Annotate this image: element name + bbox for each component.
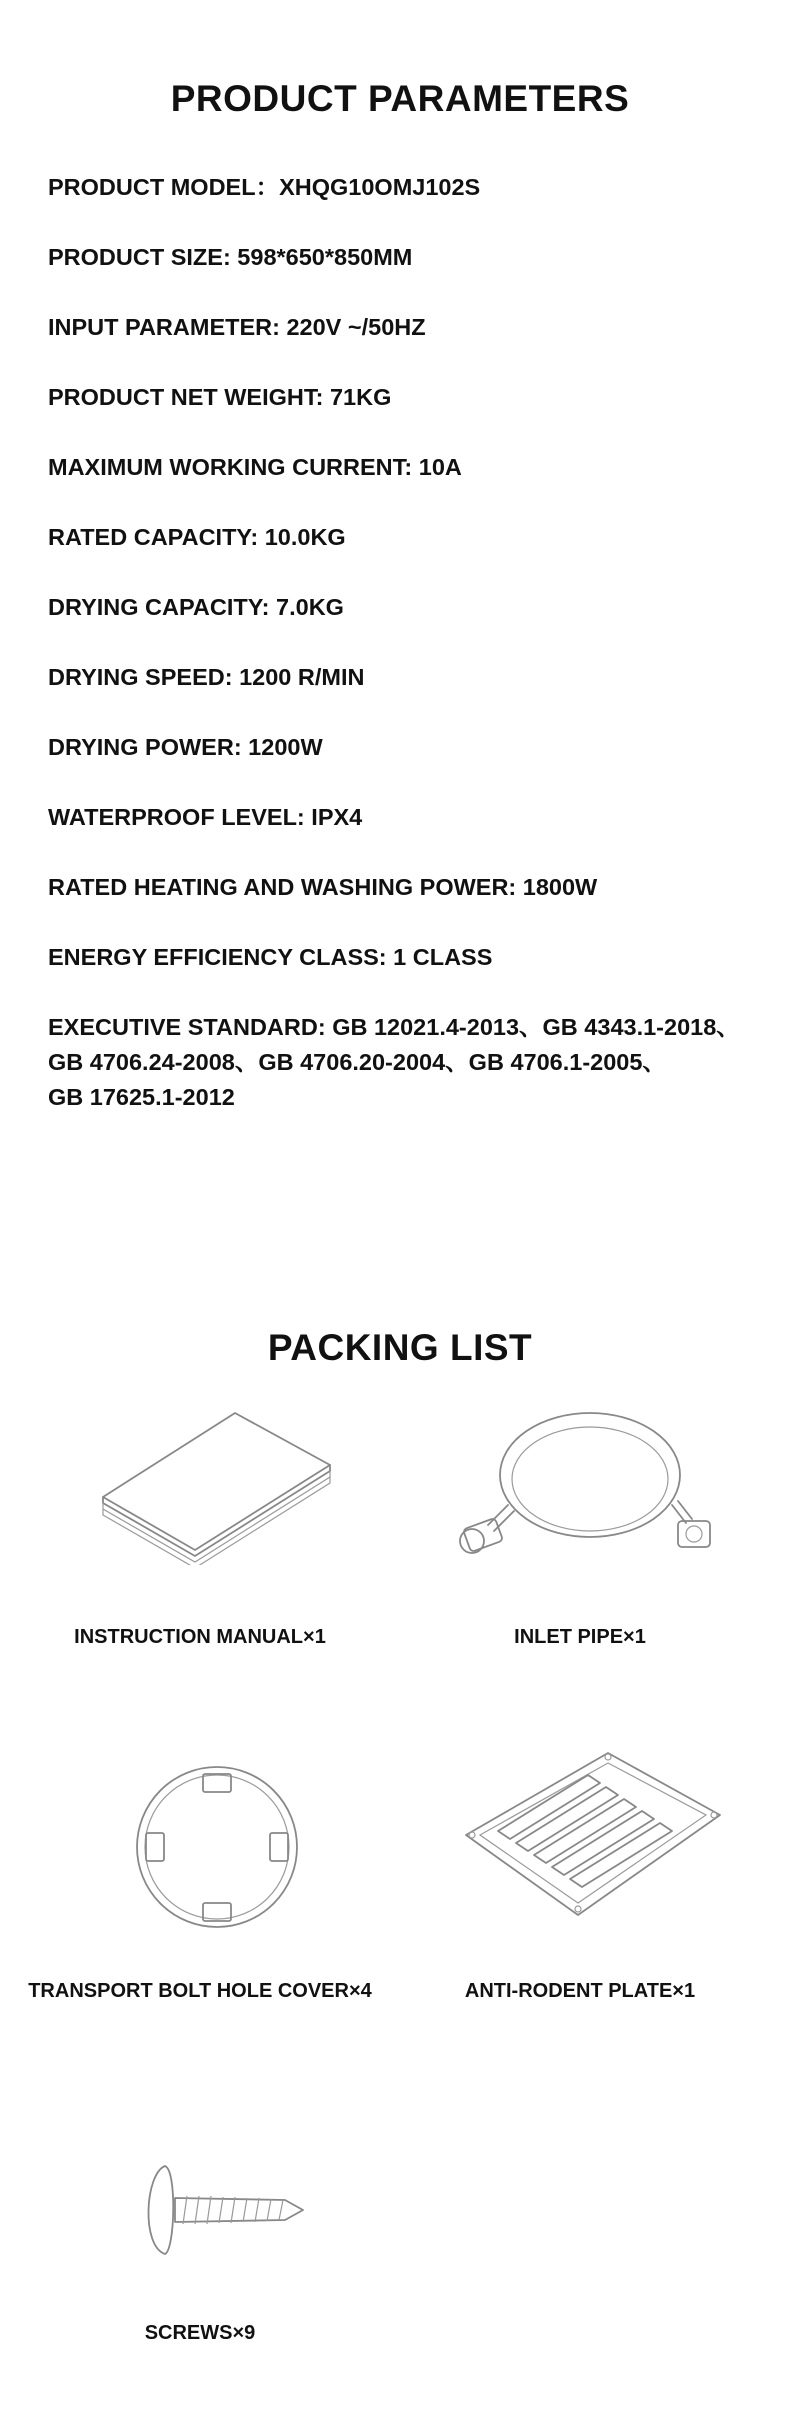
param-drying-power: DRYING POWER: 1200W	[48, 734, 323, 760]
anti-rodent-plate-icon	[458, 1745, 728, 1935]
bolt-hole-cover-icon	[130, 1760, 305, 1935]
param-drying-capacity: DRYING CAPACITY: 7.0KG	[48, 594, 344, 620]
param-heating-washing-power: RATED HEATING AND WASHING POWER: 1800W	[48, 874, 598, 900]
manual-icon	[95, 1405, 340, 1565]
bolt-hole-cover-label: TRANSPORT BOLT HOLE COVER×4	[28, 1980, 372, 2002]
screw-icon	[135, 2160, 310, 2260]
param-product-size: PRODUCT SIZE: 598*650*850MM	[48, 244, 413, 270]
param-max-current: MAXIMUM WORKING CURRENT: 10A	[48, 454, 462, 480]
product-parameters-title: PRODUCT PARAMETERS	[170, 78, 630, 119]
param-net-weight: PRODUCT NET WEIGHT: 71KG	[48, 384, 392, 410]
executive-standard-line-1: EXECUTIVE STANDARD: GB 12021.4-2013、GB 4343.1-2018、	[48, 1014, 740, 1040]
param-rated-capacity: RATED CAPACITY: 10.0KG	[48, 524, 346, 550]
param-input-parameter: INPUT PARAMETER: 220V ~/50HZ	[48, 314, 426, 340]
param-energy-efficiency: ENERGY EFFICIENCY CLASS: 1 CLASS	[48, 944, 493, 970]
packing-list-title: PACKING LIST	[267, 1327, 533, 1368]
executive-standard-line-3: GB 17625.1-2012	[48, 1084, 235, 1110]
inlet-pipe-label: INLET PIPE×1	[514, 1626, 646, 1648]
screws-label: SCREWS×9	[144, 2322, 256, 2344]
param-drying-speed: DRYING SPEED: 1200 R/MIN	[48, 664, 365, 690]
param-product-model: PRODUCT MODEL：XHQG10OMJ102S	[48, 174, 481, 200]
inlet-pipe-icon	[450, 1405, 725, 1560]
manual-label: INSTRUCTION MANUAL×1	[74, 1626, 326, 1648]
executive-standard-line-2: GB 4706.24-2008、GB 4706.20-2004、GB 4706.1-2005、	[48, 1049, 666, 1075]
param-executive-standard	[48, 1010, 788, 1115]
param-waterproof-level: WATERPROOF LEVEL: IPX4	[48, 804, 363, 830]
anti-rodent-plate-label: ANTI-RODENT PLATE×1	[464, 1980, 696, 2002]
